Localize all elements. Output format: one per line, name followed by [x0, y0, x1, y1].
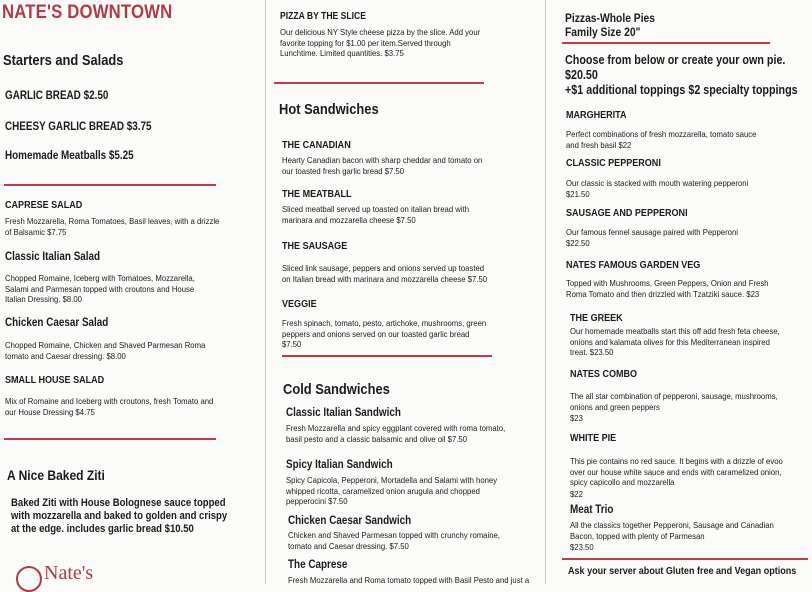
menu-item-small-house-salad: SMALL HOUSE SALAD — [5, 374, 105, 386]
menu-item-price: $23.50 — [570, 542, 594, 552]
section-divider — [4, 184, 216, 186]
pizza-sausage-pepperoni: SAUSAGE AND PEPPERONI — [566, 207, 688, 219]
menu-item-description: Sliced link sausage, peppers and onions served up toasted on Italian bread with marinara and mozzarella cheese $7.50 — [282, 263, 488, 284]
menu-item-the-caprese: The Caprese — [288, 559, 348, 571]
section-divider — [274, 82, 484, 84]
pizza-intro-text: Choose from below or create your own pie. — [565, 53, 786, 67]
menu-item-description: Sliced meatball served up toasted on italian bread with marinara and mozzarella cheese $7.50 — [282, 204, 470, 225]
menu-item-price: $21.50 — [566, 189, 590, 199]
menu-item-description: Topped with Mushrooms, Green Peppers, Onion and Fresh Roma Tomato and then drizzled with Tzatziki sauce. $23 — [566, 278, 769, 299]
menu-item-description: Chicken and Shaved Parmesan topped with crunchy romaine, tomato and Caesar dressing. $7.50 — [288, 530, 500, 551]
menu-item-pizza-by-slice: PIZZA BY THE SLICE — [280, 11, 367, 22]
menu-item-description: Chopped Romaine, Iceberg with Tomatoes, Mozzarella, Salami and Parmesan topped with croutons and House Italian Dressing. $8.00 — [5, 273, 195, 305]
menu-column-starters — [0, 0, 262, 584]
menu-item-description: Baked Ziti with House Bolognese sauce topped with mozzarella and baked to golden and crispy at the edge. includes garlic bread $10.50 — [11, 497, 228, 535]
section-title-cold-sandwiches: Cold Sandwiches — [283, 381, 390, 398]
menu-item-description: The all star combination of pepperoni, sausage, mushrooms, onions and green peppers — [570, 391, 778, 412]
menu-item-the-meatball: THE MEATBALL — [282, 188, 352, 200]
pizza-the-greek: THE GREEK — [570, 312, 623, 324]
menu-item-description: Our classic is stacked with mouth watering pepperoni — [566, 178, 749, 188]
menu-item-spicy-italian-sandwich: Spicy Italian Sandwich — [286, 459, 393, 471]
menu-item-meatballs: Homemade Meatballs $5.25 — [5, 150, 134, 162]
section-divider — [4, 438, 216, 440]
menu-item-description: Our famous fennel sausage paired with Pepperoni — [566, 227, 738, 237]
menu-column-sandwiches — [268, 0, 543, 584]
section-title-starters: Starters and Salads — [3, 52, 124, 69]
menu-item-description: This pie contains no red sauce. It begins with a drizzle of evoo over our house white sauce and ends with caramelized onion, spicy capicollo and mozzarella — [570, 456, 783, 488]
menu-item-the-sausage: THE SAUSAGE — [282, 240, 348, 252]
menu-column-pizzas — [548, 0, 812, 584]
menu-item-description: Fresh spinach, tomato, pesto, artichoke, mushrooms, green peppers and onions served on our toasted garlic bread $7.50 — [282, 318, 487, 350]
menu-item-description: Spicy Capicola, Pepperoni, Mortadella and Salami with honey whipped ricotta, caramelized onion arugula and chopped pepperocini $7.50 — [286, 475, 498, 507]
menu-item-cheesy-garlic-bread: CHEESY GARLIC BREAD $3.75 — [5, 121, 152, 133]
menu-item-description: Fresh Mozzarella and spicy eggplant covered with roma tomato, basil pesto and a classic balsamic and olive oil $7.50 — [286, 423, 506, 444]
menu-item-description: Fresh Mozzarella, Roma Tomatoes, Basil leaves, with a drizzle of Balsamic $7.75 — [5, 216, 220, 237]
section-title-whole-pies: Pizzas-Whole Pies — [565, 11, 656, 25]
column-divider — [265, 0, 266, 584]
menu-item-description: Our delicious NY Style cheese pizza by the slice. Add your favorite topping for $1.00 per item.Served through Lunchtime. Limited quantities. $3.75 — [280, 27, 481, 59]
section-divider — [562, 558, 808, 560]
pizza-garden-veg: NATES FAMOUS GARDEN VEG — [566, 259, 701, 271]
logo-wordmark: Nate's — [44, 562, 94, 584]
menu-item-price: $22 — [570, 489, 583, 499]
pizza-nates-combo: NATES COMBO — [570, 368, 638, 380]
menu-item-description: Chopped Romaine, Chicken and Shaved Parmesan Roma tomato and Caesar dressing. $8.00 — [5, 340, 206, 361]
menu-item-the-canadian: THE CANADIAN — [282, 139, 351, 151]
restaurant-title: NATE'S DOWNTOWN — [2, 2, 173, 23]
pizza-base-price: $20.50 — [565, 68, 598, 82]
menu-item-description: All the classics together Pepperoni, Sausage and Canadian Bacon, topped with plenty of Parmesan — [570, 520, 774, 541]
section-title-hot-sandwiches: Hot Sandwiches — [279, 101, 379, 118]
section-divider — [562, 42, 770, 44]
pizza-topping-prices: +$1 additional toppings $2 specialty toppings — [565, 83, 798, 97]
menu-item-caprese-salad: CAPRESE SALAD — [5, 199, 83, 211]
footer-note: Ask your server about Gluten free and Vegan options — [568, 565, 797, 577]
pizza-white-pie: WHITE PIE — [570, 432, 617, 444]
menu-item-baked-ziti: A Nice Baked Ziti — [7, 467, 105, 483]
section-divider — [282, 355, 492, 357]
menu-item-price: $23 — [570, 413, 583, 423]
menu-item-chicken-caesar-sandwich: Chicken Caesar Sandwich — [288, 515, 412, 527]
menu-item-classic-italian-salad: Classic Italian Salad — [5, 251, 101, 263]
pizza-margherita: MARGHERITA — [566, 109, 627, 121]
menu-item-chicken-caesar-salad: Chicken Caesar Salad — [5, 317, 109, 329]
menu-item-description: Hearty Canadian bacon with sharp cheddar and tomato on our toasted fresh garlic bread $7.50 — [282, 155, 483, 176]
pizza-meat-trio: Meat Trio — [570, 504, 614, 516]
logo-emblem-icon — [16, 566, 42, 592]
column-divider — [545, 0, 546, 584]
pizza-classic-pepperoni: CLASSIC PEPPERONI — [566, 157, 661, 169]
menu-item-description: Perfect combinations of fresh mozzarella, tomato sauce and fresh basil $22 — [566, 129, 757, 150]
menu-item-classic-italian-sandwich: Classic Italian Sandwich — [286, 407, 401, 419]
menu-item-garlic-bread: GARLIC BREAD $2.50 — [5, 90, 109, 102]
menu-item-veggie: VEGGIE — [282, 298, 317, 310]
menu-item-description: Our homemade meatballs start this off add fresh feta cheese, onions and kalamata olives for this Mediterranean inspired treat. $23.50 — [570, 326, 780, 358]
menu-item-description: Fresh Mozzarella and Roma tomato topped with Basil Pesto and just a — [288, 575, 530, 585]
menu-item-price: $22.50 — [566, 238, 590, 248]
pizza-size-label: Family Size 20" — [565, 25, 641, 39]
menu-item-description: Mix of Romaine and Iceberg with croutons, fresh Tomato and our House Dressing $4.75 — [5, 396, 214, 417]
